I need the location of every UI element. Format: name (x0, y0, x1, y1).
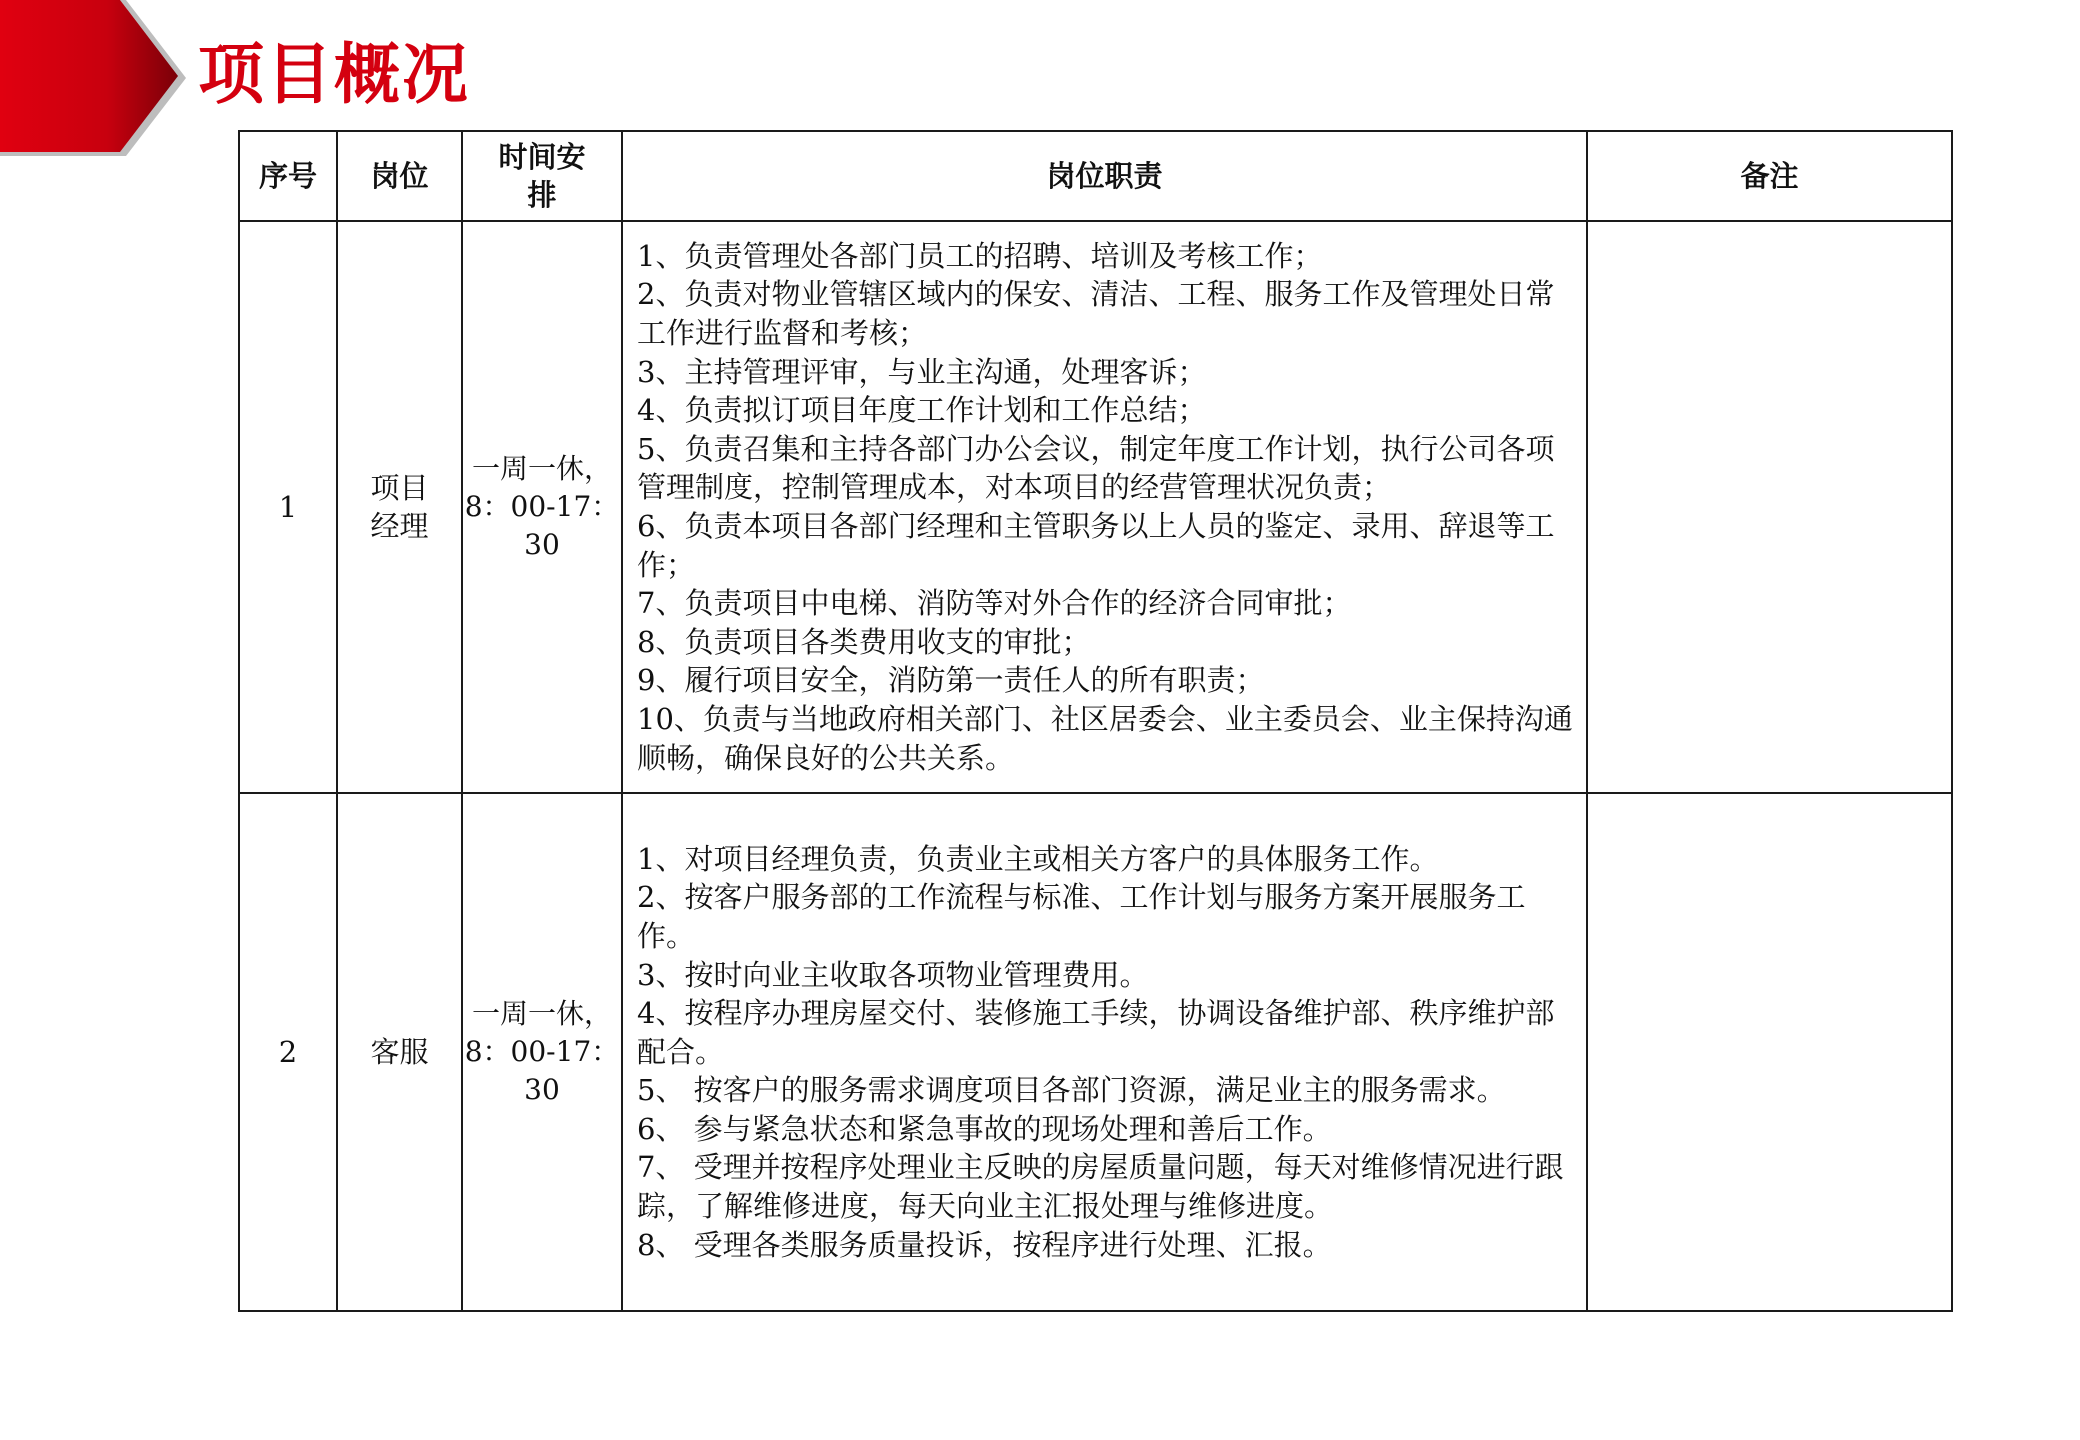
duty-item: 9、履行项目安全，消防第一责任人的所有职责； (637, 663, 1265, 698)
table-header-row (239, 131, 1952, 221)
duty-item: 1、负责管理处各部门员工的招聘、培训及考核工作； (637, 238, 1323, 273)
schedule-line: 8：00-17： (464, 1035, 620, 1068)
duty-item: 5、负责召集和主持各部门办公会议，制定年度工作计划，执行公司各项管理制度，控制管理成本，对本项目的经营管理状况负责； (637, 431, 1555, 505)
duty-item: 2、按客户服务部的工作流程与标准、工作计划与服务方案开展服务工作。 (637, 880, 1526, 953)
duty-item: 7、 受理并按程序处理业主反映的房屋质量问题，每天对维修情况进行跟踪，了解维修进度，每天向业主汇报处理与维修进度。 (637, 1150, 1564, 1224)
duty-table (238, 130, 1953, 1312)
table-row (239, 793, 1952, 1311)
header-schedule-line-1: 时间安 (498, 140, 586, 174)
row-duties (622, 793, 1587, 1311)
duty-item: 6、负责本项目各部门经理和主管职务以上人员的鉴定、录用、辞退等工作； (637, 509, 1555, 582)
duty-item: 4、按程序办理房屋交付、装修施工手续，协调设备维护部、秩序维护部配合。 (637, 996, 1555, 1069)
table-row (239, 221, 1952, 793)
duty-item: 8、负责项目各类费用收支的审批； (637, 624, 1091, 659)
header-position: 岗位 (337, 131, 462, 221)
row-index: 2 (239, 793, 337, 1311)
page-title: 项目概况 (198, 36, 470, 113)
schedule-line: 30 (524, 528, 560, 561)
duty-item: 4、负责拟订项目年度工作计划和工作总结； (637, 393, 1207, 428)
duty-item: 8、 受理各类服务质量投诉，按程序进行处理、汇报。 (637, 1227, 1332, 1262)
duty-item: 2、负责对物业管辖区域内的保安、清洁、工程、服务工作及管理处日常工作进行监督和考核； (637, 277, 1555, 351)
red-arrow-icon (0, 0, 200, 160)
duty-item: 10、负责与当地政府相关部门、社区居委会、业主委员会、业主保持沟通顺畅，确保良好的公共关系。 (637, 701, 1573, 775)
header-duties: 岗位职责 (622, 131, 1587, 221)
duty-item: 6、 参与紧急状态和紧急事故的现场处理和善后工作。 (637, 1111, 1332, 1146)
row-schedule (462, 221, 622, 793)
duty-item: 1、对项目经理负责，负责业主或相关方客户的具体服务工作。 (637, 841, 1439, 876)
header-schedule (462, 131, 622, 221)
row-schedule (462, 793, 622, 1311)
row-position: 客服 (337, 793, 462, 1311)
duty-item: 3、按时向业主收取各项物业管理费用。 (637, 957, 1149, 992)
duty-item: 3、主持管理评审，与业主沟通，处理客诉； (637, 354, 1207, 389)
schedule-line: 一周一休， (471, 997, 612, 1030)
row-index: 1 (239, 221, 337, 793)
row-note (1587, 221, 1952, 793)
row-duties (622, 221, 1587, 793)
duty-item: 7、负责项目中电梯、消防等对外合作的经济合同审批； (637, 586, 1352, 621)
duty-item: 5、 按客户的服务需求调度项目各部门资源，满足业主的服务需求。 (637, 1073, 1506, 1108)
schedule-line: 8：00-17： (464, 490, 620, 523)
row-note (1587, 793, 1952, 1311)
row-position: 项目 经理 (337, 221, 462, 793)
header-index: 序号 (239, 131, 337, 221)
schedule-line: 一周一休， (471, 452, 612, 485)
header-note: 备注 (1587, 131, 1952, 221)
schedule-line: 30 (524, 1073, 560, 1106)
header-schedule-line-2: 排 (527, 178, 557, 212)
